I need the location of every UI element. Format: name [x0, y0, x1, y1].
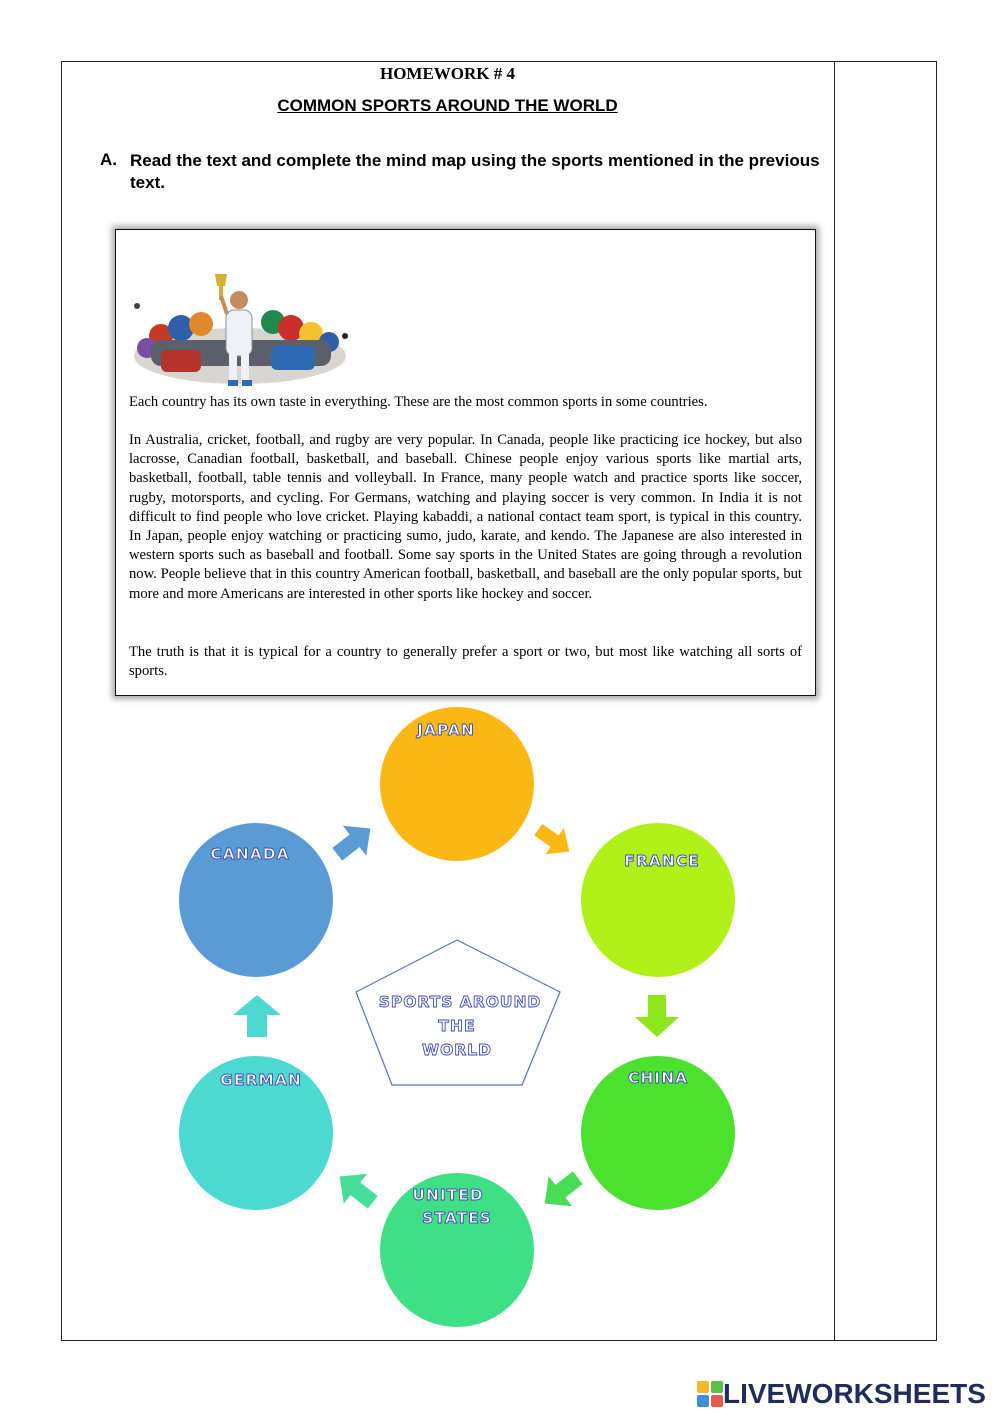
- france-circle: [581, 823, 735, 977]
- arrow-canada-to-japan: [326, 813, 382, 869]
- instruction-letter: A.: [100, 150, 117, 169]
- france-label: FRANCE: [624, 852, 700, 870]
- homework-title: HOMEWORK # 4: [379, 64, 516, 83]
- united-states-label-line-1: UNITED: [412, 1186, 484, 1204]
- liveworksheets-logo-text: LIVEWORKSHEETS: [723, 1378, 986, 1409]
- united-states-label-line-2: STATES: [422, 1209, 492, 1227]
- german-label: GERMAN: [220, 1071, 302, 1089]
- japan-label: JAPAN: [417, 721, 475, 739]
- arrow-france-to-china: [635, 995, 679, 1037]
- arrow-us-to-german: [328, 1161, 384, 1217]
- canada-label: CANADA: [210, 845, 290, 863]
- china-label: CHINA: [627, 1069, 689, 1087]
- reading-paragraph: Each country has its own taste in everything. These are the most common sports in some countries.: [129, 394, 708, 410]
- liveworksheets-logo: [697, 1377, 986, 1411]
- worksheet-subtitle: COMMON SPORTS AROUND THE WORLD: [277, 96, 618, 115]
- reading-paragraph: The truth is that it is typical for a country to generally prefer a sport or two, but most like watching all sorts of sports.: [129, 644, 802, 680]
- arrow-japan-to-france: [529, 817, 578, 865]
- liveworksheets-logo-icon: [697, 1381, 723, 1407]
- center-label-line-1: SPORTS AROUND: [378, 993, 542, 1011]
- center-label-line-2: THE: [438, 1017, 476, 1035]
- center-label-line-3: WORLD: [422, 1041, 492, 1059]
- arrow-german-to-canada: [233, 995, 281, 1037]
- arrow-china-to-us: [533, 1163, 589, 1219]
- reading-paragraph: In Australia, cricket, football, and rugby are very popular. In Canada, people like practicing ice hockey, but also lacrosse, Canadian football, basketball, and baseball. Chinese people enjoy various sports like martial arts, basketball, football, table tennis and volleyball. In France, many people watch and practice sports like soccer, rugby, motorsports, and cycling. For Germans, watching and playing soccer is very common. In India it is not difficult to find people who love cricket. Playing kabaddi, a national contact team sport, is typical in this country. In Japan, people enjoy watching or practicing sumo, judo, karate, and kendo. The Japanese are also interested in western sports such as baseball and football. Some say sports in the United States are going through a revolution now. People believe that in this country American football, basketball, and baseball are the only popular sports, but more and more Americans are interested in other sports like hockey and soccer.: [129, 432, 802, 602]
- center-pentagon: [356, 940, 560, 1085]
- instruction-text: Read the text and complete the mind map using the sports mentioned in the previous text.: [130, 151, 820, 192]
